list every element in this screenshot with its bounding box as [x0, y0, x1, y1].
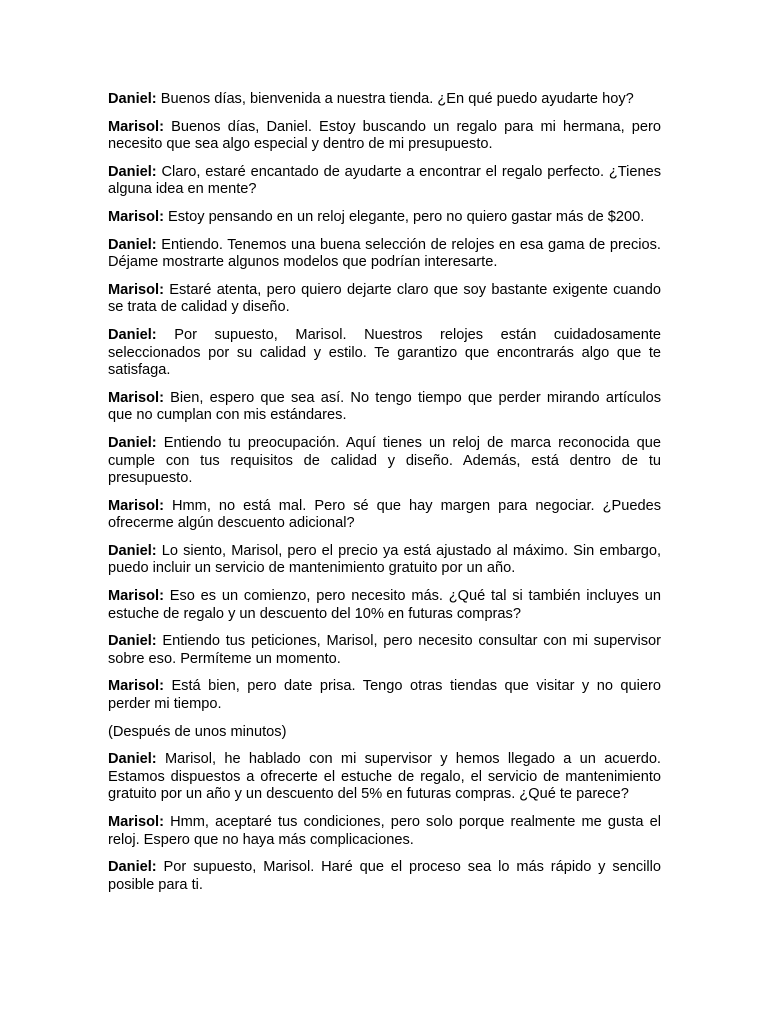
dialogue-text: Bien, espero que sea así. No tengo tiempo que perder mirando artículos que no cumplan con mis estándares. [108, 389, 661, 424]
dialogue-text: Hmm, no está mal. Pero sé que hay margen para negociar. ¿Puedes ofrecerme algún descuento adicional? [108, 497, 661, 532]
dialogue-text: (Después de unos minutos) [108, 723, 287, 740]
speaker-label: Daniel: [108, 633, 157, 650]
dialogue-line [108, 209, 661, 227]
speaker-label: Daniel: [108, 542, 157, 559]
dialogue-text: Buenos días, Daniel. Estoy buscando un regalo para mi hermana, pero necesito que sea algo especial y dentro de mi presupuesto. [108, 118, 662, 153]
speaker-label: Marisol: [108, 208, 164, 225]
dialogue-line [108, 282, 661, 317]
speaker-label: Daniel: [108, 91, 157, 107]
dialogue-line [108, 588, 661, 623]
dialogue-line [108, 237, 661, 272]
dialogue-text: Por supuesto, Marisol. Nuestros relojes están cuidadosamente seleccionados por su calidad y estilo. Te garantizo que encontrarás algo que te satisfaga. [108, 326, 662, 379]
speaker-label: Marisol: [108, 118, 164, 135]
dialogue-text: Entiendo tu preocupación. Aquí tienes un reloj de marca reconocida que cumple con tus requisitos de calidad y diseño. Además, está dentro de tu presupuesto. [108, 434, 661, 487]
dialogue-text: Marisol, he hablado con mi supervisor y hemos llegado a un acuerdo. Estamos dispuestos a ofrecerte el estuche de regalo, el servicio de mantenimiento gratuito por un año y un descuento del 5% en futuras compras. ¿Qué te parece? [108, 751, 661, 803]
speaker-label: Marisol: [108, 678, 164, 695]
stage-direction [108, 724, 661, 742]
speaker-label: Daniel: [108, 751, 157, 768]
speaker-label: Daniel: [108, 434, 157, 451]
speaker-label: Daniel: [108, 236, 157, 253]
speaker-label: Marisol: [108, 281, 164, 298]
speaker-label: Marisol: [108, 814, 164, 830]
dialogue-line [108, 543, 661, 578]
dialogue-line [108, 390, 661, 425]
dialogue-line [108, 119, 661, 154]
dialogue-line [108, 633, 661, 668]
dialogue-text: Entiendo tus peticiones, Marisol, pero necesito consultar con mi supervisor sobre eso. Permíteme un momento. [108, 633, 661, 667]
dialogue-text: Claro, estaré encantado de ayudarte a encontrar el regalo perfecto. ¿Tienes alguna idea en mente? [108, 163, 661, 198]
dialogue-text: Buenos días, bienvenida a nuestra tienda. ¿En qué puedo ayudarte hoy? [160, 91, 634, 107]
dialogue-line [108, 498, 661, 533]
dialogue-line [108, 435, 661, 488]
speaker-label: Daniel: [108, 163, 157, 180]
speaker-label: Marisol: [108, 389, 164, 406]
dialogue-line [108, 814, 661, 849]
dialogue-line [108, 91, 661, 109]
dialogue-text: Hmm, aceptaré tus condiciones, pero solo porque realmente me gusta el reloj. Espero que no haya más complicaciones. [108, 814, 661, 848]
dialogue-text: Estoy pensando en un reloj elegante, pero no quiero gastar más de $200. [168, 208, 645, 225]
dialogue-text: Lo siento, Marisol, pero el precio ya está ajustado al máximo. Sin embargo, puedo incluir un servicio de mantenimiento gratuito por un año. [108, 542, 662, 577]
dialogue-text: Eso es un comienzo, pero necesito más. ¿Qué tal si también incluyes un estuche de regalo y un descuento del 10% en futuras compras? [108, 588, 661, 622]
dialogue-line [108, 751, 661, 804]
speaker-label: Daniel: [108, 326, 157, 343]
document-page [108, 91, 661, 904]
speaker-label: Marisol: [108, 588, 164, 605]
dialogue-text: Estaré atenta, pero quiero dejarte claro que soy bastante exigente cuando se trata de calidad y diseño. [108, 281, 661, 316]
dialogue-text: Entiendo. Tenemos una buena selección de relojes en esa gama de precios. Déjame mostrarte algunos modelos que podrían interesarte. [108, 236, 661, 271]
dialogue-line [108, 678, 661, 713]
dialogue-line [108, 859, 661, 894]
dialogue-line [108, 327, 661, 380]
dialogue-text: Por supuesto, Marisol. Haré que el proceso sea lo más rápido y sencillo posible para ti. [108, 859, 661, 893]
dialogue-text: Está bien, pero date prisa. Tengo otras tiendas que visitar y no quiero perder mi tiempo. [108, 678, 662, 713]
speaker-label: Marisol: [108, 497, 164, 514]
dialogue-line [108, 164, 661, 199]
speaker-label: Daniel: [108, 859, 157, 876]
